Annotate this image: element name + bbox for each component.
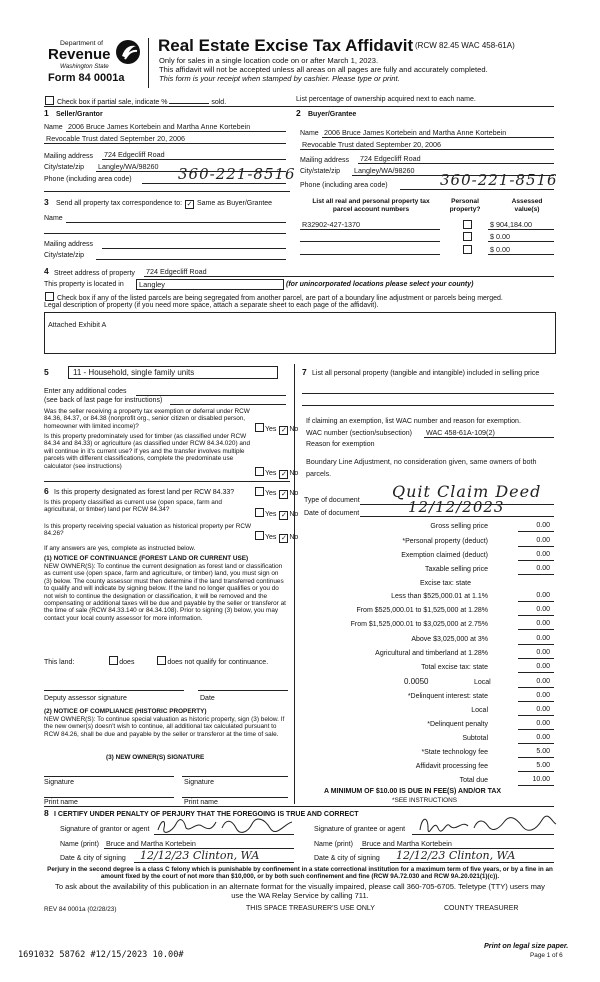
additional-codes-field2[interactable]: [170, 404, 286, 405]
partial-percent-field[interactable]: [169, 96, 209, 104]
bracket-6-value[interactable]: 0.00: [536, 663, 550, 670]
sec5-q1-no-checkbox[interactable]: ✓: [280, 427, 287, 434]
reason-value[interactable]: Boundary Line Adjustment, no consideration given, same owners of both parcels.: [306, 457, 537, 478]
deputy-date-label: Date: [200, 695, 215, 702]
dept-line1: Department of: [60, 40, 104, 47]
legal-paper-note: Print on legal size paper.: [484, 941, 569, 950]
unincorp-note: (for unincorporated locations please select your county): [286, 281, 474, 288]
doc-type-label: Type of document: [304, 497, 360, 504]
wac-value[interactable]: WAC 458-61A-109(2): [426, 428, 495, 437]
parcel-row-1-value-line: [488, 229, 554, 230]
bracket-line-6: [518, 672, 554, 673]
grantee-date-value[interactable]: 12/12/23 Clinton, WA: [396, 849, 516, 862]
this-land-label: This land:: [44, 659, 75, 666]
header-divider: [148, 38, 149, 88]
tax-row-personal-label: *Personal property (deduct): [402, 538, 488, 545]
dept-revenue: Revenue: [48, 46, 111, 63]
bracket-line-4: [518, 644, 554, 645]
county-treasurer-label: COUNTY TREASURER: [444, 905, 519, 912]
personal-property-field-1[interactable]: [302, 393, 554, 394]
tax-row-personal-value[interactable]: 0.00: [536, 537, 550, 544]
minimum-due-note: A MINIMUM OF $10.00 IS DUE IN FEE(S) AND/OR TAX: [324, 788, 502, 795]
sec5-q1-yes-label: Yes: [265, 426, 277, 433]
doc-date-value[interactable]: 12/12/2023: [408, 498, 505, 516]
total-due-label: Total due: [459, 777, 488, 784]
parcel-row-1-number[interactable]: R32902-427-1370: [302, 220, 360, 229]
sec6-q2-no-checkbox[interactable]: ✓: [280, 512, 287, 519]
deputy-signature-label: Deputy assessor signature: [44, 695, 127, 702]
corr-mailing-label: Mailing address: [44, 241, 94, 248]
sec5-q1-answer: [254, 423, 298, 435]
buyer-phone-label: Phone (including area code): [300, 182, 388, 189]
grantor-date-underline: [134, 862, 294, 863]
new-owner-signature-title: (3) NEW OWNER(S) SIGNATURE: [106, 754, 205, 761]
grantee-sig-underline: [412, 834, 554, 835]
seller-city-value[interactable]: Langley/WA/98260: [98, 162, 159, 171]
grantor-signature-label: Signature of grantor or agent: [60, 826, 150, 833]
parcel-row-1-personal-checkbox[interactable]: [463, 220, 472, 229]
corr-city-label: City/state/zip: [44, 252, 85, 259]
sec6-q1-answer: [254, 487, 298, 499]
bracket-4-label: Above $3,025,000 at 3%: [411, 636, 488, 643]
see-back-label: (see back of last page for instructions): [44, 397, 163, 404]
parcel-row-3-number[interactable]: [300, 254, 440, 255]
perjury-text: Perjury in the second degree is a class C felony which is punishable by confinement in a state correctional institution for a maximum term of five years, or by a fine in an amount fixed by the court of not more than $10,000, or by both such confinement and fine (RCW 9A.72.030 and RCW 9A.20.021(1)(c)).: [47, 866, 553, 881]
header-sub2: This affidavit will not be accepted unless all areas on all pages are fully and accurately completed.: [159, 65, 488, 74]
tax-line-1: [518, 546, 554, 547]
bracket-3-label: From $1,525,000.01 to $3,025,000 at 2.75%: [350, 621, 488, 628]
tax-line-3: [518, 574, 554, 575]
corr-same-label: Same as Buyer/Grantee: [196, 200, 273, 207]
tail-row-4-value[interactable]: 0.00: [536, 734, 550, 741]
tail-line-3: [518, 729, 554, 730]
parcel-row-3-value[interactable]: $ 0.00: [490, 245, 510, 254]
seller-phone-underline: [142, 183, 286, 184]
notice2-title: (2) NOTICE OF COMPLIANCE (HISTORIC PROPERTY): [44, 708, 207, 715]
sec5-q2-yes-checkbox[interactable]: [255, 467, 264, 476]
corr-send-label: Send all property tax correspondence to:: [56, 200, 183, 207]
buyer-name-line1[interactable]: 2006 Bruce James Kortebein and Martha Anne Kortebein: [324, 128, 507, 137]
ownership-note: List percentage of ownership acquired next to each name.: [296, 96, 476, 103]
seller-name-label: Name: [44, 124, 63, 131]
owner-print-label-2: Print name: [184, 799, 218, 806]
tail-row-2-label: Local: [471, 707, 488, 714]
tax-row-gross-label: Gross selling price: [430, 523, 488, 530]
tail-line-2: [518, 715, 554, 716]
additional-codes-label: Enter any additional codes: [44, 388, 127, 395]
tail-row-4-label: Subtotal: [462, 735, 488, 742]
sec6-q3-no-label: No: [289, 534, 299, 541]
seller-mailing-label: Mailing address: [44, 153, 94, 160]
sec5-q2-answer: [254, 467, 298, 479]
local-value[interactable]: 0.00: [536, 678, 550, 685]
buyer-phone-value[interactable]: 360-221-8516: [440, 171, 558, 189]
bracket-line-5: [518, 658, 554, 659]
middle-divider: [294, 364, 295, 804]
bracket-line-1: [518, 601, 554, 602]
exemption-note: If claiming an exemption, list WAC number and reason for exemption.: [306, 418, 521, 425]
owner-print-field-1[interactable]: [44, 797, 174, 798]
divider-sec3: [44, 191, 290, 192]
local-rate-value: 0.0050: [404, 677, 429, 686]
sec5-q2-no-checkbox[interactable]: ✓: [280, 471, 287, 478]
corr-city-field[interactable]: [96, 259, 286, 260]
parcels-header-assessed: Assessed value(s): [511, 198, 543, 213]
sec5-q1-no-label: No: [289, 426, 299, 433]
sec6-q3-no-checkbox[interactable]: ✓: [280, 535, 287, 542]
seller-section-label: Seller/Grantor: [56, 111, 103, 118]
corr-name-label: Name: [44, 215, 63, 222]
header-sub1: Only for sales in a single location code on or after March 1, 2023.: [159, 56, 379, 65]
sec5-q2-yes-label: Yes: [265, 470, 277, 477]
doc-date-underline: [360, 516, 554, 517]
tax-row-taxable-value[interactable]: 0.00: [536, 565, 550, 572]
sec6-number: 6: [44, 486, 49, 496]
sec6-q2-no-label: No: [289, 511, 299, 518]
tail-line-4: [518, 743, 554, 744]
partial-sold-label: sold.: [211, 99, 227, 106]
grantor-sig-underline: [154, 834, 294, 835]
deputy-date-field[interactable]: [198, 690, 288, 691]
sec5-divider: [44, 481, 290, 482]
doc-type-value[interactable]: Quit Claim Deed: [392, 482, 542, 501]
bracket-2-label: From $525,000.01 to $1,525,000 at 1.28%: [356, 607, 488, 614]
tail-row-5-value[interactable]: 5.00: [536, 748, 550, 755]
tax-line-2: [518, 560, 554, 561]
total-due-value[interactable]: 10.00: [532, 776, 550, 783]
owner-print-field-2[interactable]: [182, 797, 288, 798]
grantee-name-value[interactable]: Bruce and Martha Kortebein: [362, 839, 452, 848]
legal-description-field[interactable]: [44, 312, 556, 354]
corr-label: [56, 200, 272, 209]
parcel-row-2-personal-checkbox[interactable]: [463, 232, 472, 241]
sec6-q1-yes-checkbox[interactable]: [255, 487, 264, 496]
rev-number: REV 84 0001a (02/28/23): [44, 906, 117, 913]
revenue-logo-icon: [114, 38, 142, 66]
owner-signature-label-2: Signature: [184, 779, 214, 786]
located-label: This property is located in: [44, 281, 124, 288]
partial-sale-checkbox[interactable]: [45, 96, 54, 105]
street-section-number: 4: [44, 266, 49, 276]
parcels-header-accounts: List all real and personal property tax parcel account numbers: [312, 198, 430, 213]
grantee-date-underline: [390, 862, 554, 863]
additional-codes-field[interactable]: [136, 395, 286, 396]
tail-line-5: [518, 757, 554, 758]
owner-signature-field-1[interactable]: [44, 776, 174, 777]
sec7-number: 7: [302, 367, 307, 377]
sec8-number: 8: [44, 808, 49, 818]
sec7-label: List all personal property (tangible and intangible) included in selling price: [312, 370, 540, 377]
seller-name-line2[interactable]: Revocable Trust dated September 20, 2006: [46, 134, 186, 143]
sec5-number: 5: [44, 367, 49, 377]
land-does-not-label: does not qualify for continuance.: [167, 659, 269, 666]
rcw-reference: (RCW 82.45 WAC 458-61A): [415, 41, 515, 50]
partial-sale-label: Check box if partial sale, indicate %: [56, 99, 168, 106]
grantee-name-label: Name (print): [314, 841, 353, 848]
sec6-q3-text: Is this property receiving special valuation as historical property per RCW 84.26?: [44, 523, 252, 538]
use-code-value: 11 - Household, single family units: [73, 368, 195, 377]
dept-state: Washington State: [60, 63, 109, 70]
seller-mailing-value[interactable]: 724 Edgecliff Road: [104, 150, 165, 159]
sec5-q1-text: Was the seller receiving a property tax exemption or deferral under RCW 84.36, 84.37, or 84.38 (nonprofit org., senior citizen or disabled person, homeowner with limited income)?: [44, 408, 250, 430]
tail-row-1-value[interactable]: 0.00: [536, 692, 550, 699]
parcel-row-1-value[interactable]: $ 904,184.00: [490, 220, 532, 229]
grantee-signature[interactable]: [418, 814, 558, 839]
seller-name2-underline: [44, 143, 286, 144]
sec6-q3-yes-checkbox[interactable]: [255, 531, 264, 540]
corr-name-field2[interactable]: [44, 233, 286, 234]
parcel-row-3-personal-checkbox[interactable]: [463, 245, 472, 254]
land-does-checkbox[interactable]: [109, 656, 118, 665]
certify-text: I CERTIFY UNDER PENALTY OF PERJURY THAT THE FOREGOING IS TRUE AND CORRECT: [54, 811, 359, 818]
bracket-3-value[interactable]: 0.00: [536, 620, 550, 627]
doc-date-label: Date of document: [304, 510, 360, 517]
street-label: Street address of property: [54, 270, 135, 277]
tail-row-6-label: Affidavit processing fee: [415, 763, 488, 770]
page-number: Page 1 of 6: [530, 952, 563, 959]
owner-signature-field-2[interactable]: [182, 776, 288, 777]
street-address-value[interactable]: 724 Edgecliff Road: [146, 267, 207, 276]
sec6-q1-no-label: No: [289, 490, 299, 497]
parcel-row-2-value[interactable]: $ 0.00: [490, 232, 510, 241]
located-select[interactable]: [136, 279, 284, 290]
sec6-q3-answer: [254, 531, 298, 543]
local-line: [518, 687, 554, 688]
reason-label: Reason for exemption: [306, 441, 375, 448]
segregated-label: Check box if any of the listed parcels are being segregated from another parcel, are part of a boundary line adjustment or parcels being merged.: [56, 295, 503, 302]
notice1-title: (1) NOTICE OF CONTINUANCE (FOREST LAND OR CURRENT USE): [44, 555, 249, 562]
sec6-q2-answer: [254, 508, 298, 520]
see-instructions-note: *SEE INSTRUCTIONS: [392, 797, 457, 804]
tax-row-exemption-value[interactable]: 0.00: [536, 551, 550, 558]
sec6-q1-yes-label: Yes: [265, 490, 277, 497]
tax-line-0: [518, 531, 554, 532]
sec5-q2-text: Is this property predominately used for timber (as classified under RCW 84.34 and 84.33) or agriculture (as classified under RCW 84.34.020) and will continue in it's current use? If yes and the transfer involves multiple parcels with different classifications, complete the predominate use calculator (see instructions): [44, 433, 251, 470]
corr-name-field[interactable]: [66, 222, 286, 223]
sec6-q1-text: Is this property designated as forest land per RCW 84.33?: [54, 489, 235, 496]
located-value: Langley: [139, 280, 165, 289]
alt-format-text: To ask about the availability of this publication in an alternate format for the visually impaired, please call 360-705-6705. Teletype (TTY) users may use the WA Relay Service by calling 711.: [55, 882, 545, 900]
bracket-4-value[interactable]: 0.00: [536, 635, 550, 642]
bracket-line-2: [518, 615, 554, 616]
buyer-name-underline: [322, 137, 554, 138]
buyer-city-label: City/state/zip: [300, 168, 341, 175]
bracket-5-label: Agricultural and timberland at 1.28%: [375, 650, 488, 657]
divider-sec8: [44, 806, 554, 807]
bracket-line-3: [518, 629, 554, 630]
grantor-date-value[interactable]: 12/12/23 Clinton, WA: [140, 849, 260, 862]
seller-mailing-underline: [102, 159, 286, 160]
sec6-q3-yes-label: Yes: [265, 534, 277, 541]
buyer-mailing-underline: [358, 163, 554, 164]
street-address-underline: [144, 276, 554, 277]
buyer-mailing-label: Mailing address: [300, 157, 350, 164]
tail-line-1: [518, 701, 554, 702]
tax-row-gross-value[interactable]: 0.00: [536, 522, 550, 529]
seller-phone-label: Phone (including area code): [44, 176, 132, 183]
grantor-date-label: Date & city of signing: [60, 855, 126, 862]
tail-row-1-label: *Delinquent interest: state: [407, 693, 488, 700]
seller-city-label: City/state/zip: [44, 164, 85, 171]
legal-description-value: Attached Exhibit A: [48, 320, 107, 329]
use-code-select[interactable]: [68, 366, 278, 379]
grantor-name-label: Name (print): [60, 841, 99, 848]
seller-section-number: 1: [44, 108, 49, 118]
tail-row-5-label: *State technology fee: [421, 749, 488, 756]
bracket-6-label: Total excise tax: state: [421, 664, 488, 671]
notice2-body: NEW OWNER(S): To continue special valuation as historic property, sign (3) below. If the new owner(s) doesn't wish to continue, all additional tax calculated pursuant to RCW 84.26, shall be due and payable by the seller or transferor at the time of sale.: [44, 716, 285, 738]
grantee-date-label: Date & city of signing: [314, 855, 380, 862]
buyer-mailing-value[interactable]: 724 Edgecliff Road: [360, 154, 421, 163]
bracket-2-value[interactable]: 0.00: [536, 606, 550, 613]
buyer-city-value[interactable]: Langley/WA/98260: [354, 166, 415, 175]
recording-stamp: 1691032 58762 #12/15/2023 10.00#: [18, 950, 184, 960]
total-due-line: [518, 785, 554, 786]
wac-underline: [424, 437, 554, 438]
sec6-q1-no-checkbox[interactable]: ✓: [280, 491, 287, 498]
sec6-q2-text: Is this property classified as current use (open space, farm and agricultural, or timber) land per RCW 84.34?: [44, 499, 222, 514]
land-does-label: does: [119, 659, 135, 666]
grantee-signature-label: Signature of grantee or agent: [314, 826, 406, 833]
this-land-row: [44, 656, 268, 667]
grantor-signature[interactable]: [156, 816, 296, 839]
parcel-row-2-value-line: [488, 241, 554, 242]
divider-top: [44, 106, 554, 107]
seller-name-line1[interactable]: 2006 Bruce James Kortebein and Martha Anne Kortebein: [68, 122, 251, 131]
buyer-section-label: Buyer/Grantee: [308, 111, 357, 118]
buyer-name2-underline: [300, 149, 554, 150]
treasurer-use-label: THIS SPACE TREASURER'S USE ONLY: [246, 905, 375, 912]
corr-mailing-field[interactable]: [102, 248, 286, 249]
legal-description-label: Legal description of property (if you need more space, attach a separate sheet to each page of the affidavit).: [44, 302, 379, 309]
parcel-row-2-number[interactable]: [300, 241, 440, 242]
land-does-not-checkbox[interactable]: [157, 656, 166, 665]
page-title: Real Estate Excise Tax Affidavit: [158, 36, 414, 55]
corr-same-checkbox[interactable]: ✓: [186, 201, 193, 208]
corr-section-number: 3: [44, 197, 49, 207]
sec6-q2-yes-label: Yes: [265, 511, 277, 518]
grantor-signature-scribble: [156, 816, 296, 834]
tail-row-6-value[interactable]: 5.00: [536, 762, 550, 769]
buyer-name-line2[interactable]: Revocable Trust dated September 20, 2006: [302, 140, 442, 149]
bracket-1-label: Less than $525,000.01 at 1.1%: [391, 593, 488, 600]
tail-line-6: [518, 771, 554, 772]
tax-row-taxable-label: Taxable selling price: [424, 566, 488, 573]
sec5-q2-no-label: No: [289, 470, 299, 477]
sec5-q1-yes-checkbox[interactable]: [255, 423, 264, 432]
sec6-if-yes: If any answers are yes, complete as instructed below.: [44, 545, 196, 552]
segregated-checkbox[interactable]: [45, 292, 54, 301]
buyer-phone-underline: [400, 189, 554, 190]
deputy-signature-field[interactable]: [44, 690, 184, 691]
notice1-body: NEW OWNER(S): To continue the current designation as forest land or classification as current use (open space, farm and agriculture, or timber) land, you must sign on (3) below. The county assessor must then determine if the land transferred continues to qualify and will indicate by signing below. If the land no longer qualifies or you do not wish to continue the designation or classification, it will be removed and the compensating or additional taxes will be due and payable by the seller or transferor at the time of sale (RCW 84.33.140 or 84.34.108). Prior to signing (3) below, you may contact your local county assessor for more information.: [44, 563, 286, 622]
grantee-signature-scribble: [418, 814, 558, 834]
header-sub3: This form is your receipt when stamped by cashier. Please type or print.: [159, 74, 400, 83]
seller-name-underline: [66, 131, 286, 132]
owner-print-label-1: Print name: [44, 799, 78, 806]
grantor-name-value[interactable]: Bruce and Martha Kortebein: [106, 839, 196, 848]
seller-phone-value[interactable]: 360-221-8516: [178, 165, 296, 183]
tax-row-exemption-label: Exemption claimed (deduct): [401, 552, 488, 559]
parcels-header-personal: Personal property?: [449, 198, 481, 213]
local-label: Local: [474, 679, 491, 686]
form-number: Form 84 0001a: [48, 72, 125, 84]
wac-label: WAC number (section/subsection): [306, 430, 412, 437]
buyer-name-label: Name: [300, 130, 319, 137]
parcel-row-3-value-line: [488, 254, 554, 255]
tail-row-2-value[interactable]: 0.00: [536, 706, 550, 713]
bracket-1-value[interactable]: 0.00: [536, 592, 550, 599]
owner-signature-label-1: Signature: [44, 779, 74, 786]
tail-row-3-value[interactable]: 0.00: [536, 720, 550, 727]
buyer-section-number: 2: [296, 108, 301, 118]
personal-property-field-2[interactable]: [302, 405, 554, 406]
tail-row-3-label: *Delinquent penalty: [427, 721, 488, 728]
excise-state-label: Excise tax: state: [420, 580, 471, 587]
bracket-5-value[interactable]: 0.00: [536, 649, 550, 656]
parcel-row-1-line: [300, 229, 440, 230]
sec6-q2-yes-checkbox[interactable]: [255, 508, 264, 517]
